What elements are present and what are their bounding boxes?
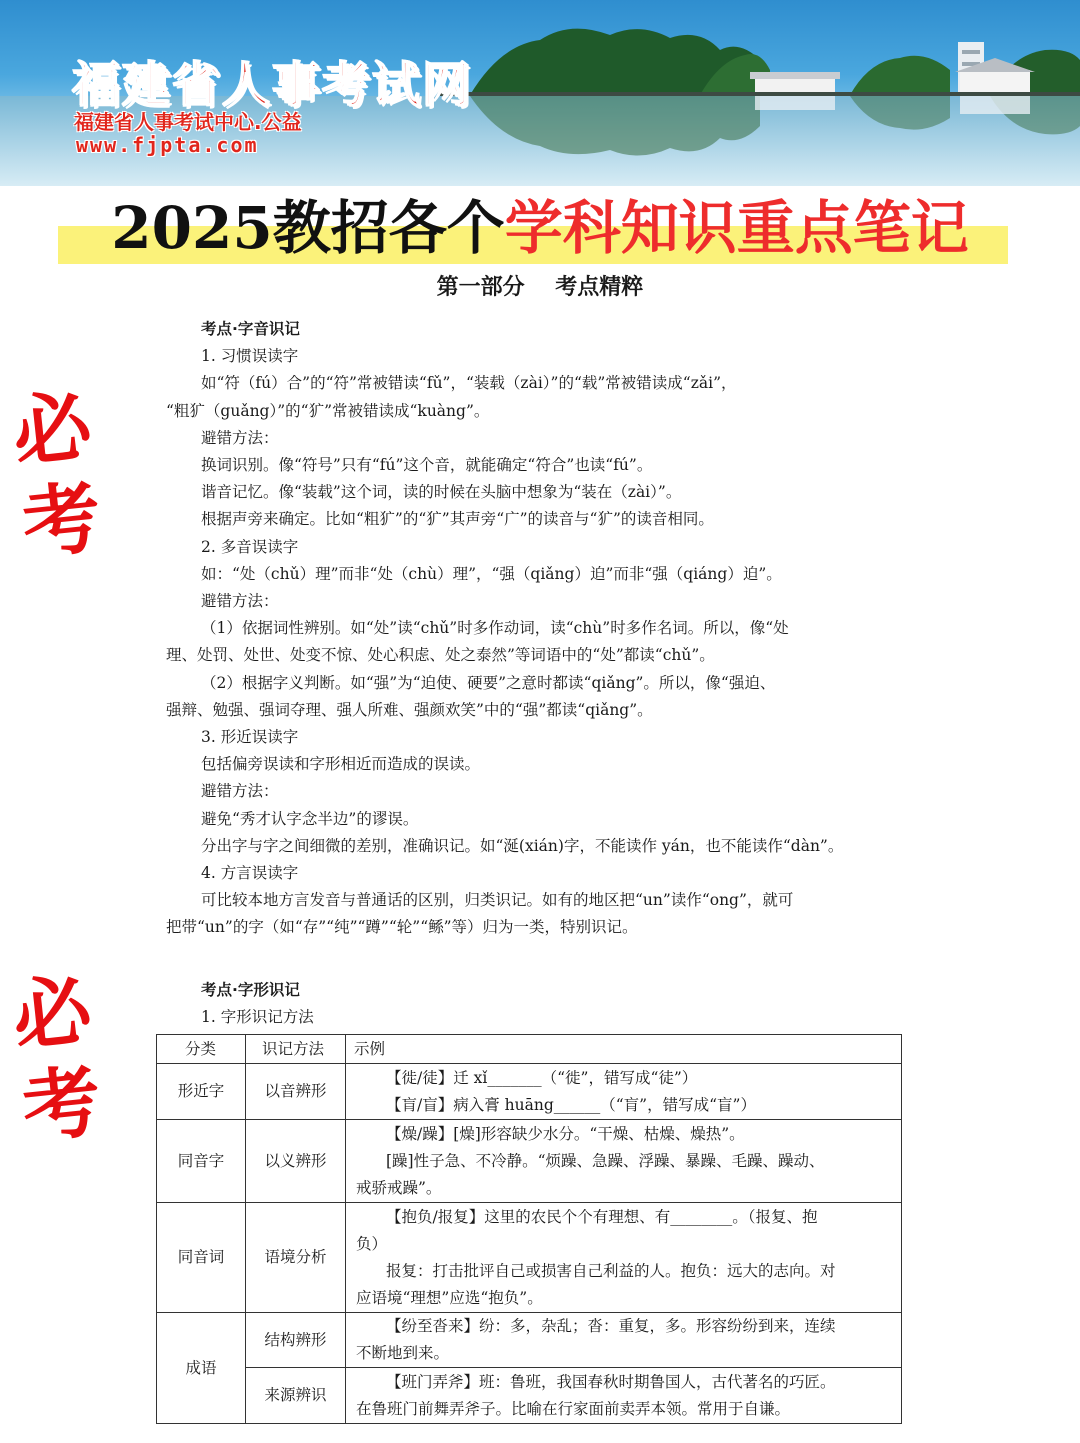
paragraph: 如“符（fú）合”的“符”常被错读“fǔ”，“装载（zài）”的“载”常被错读成“zǎi”， (201, 374, 737, 393)
table-row (157, 1120, 902, 1203)
paragraph: 避免“秀才认字念半边”的谬误。 (201, 809, 419, 828)
site-url: www.fjpta.com (76, 133, 259, 157)
example-cell (346, 1064, 902, 1120)
method-cell: 语境分析 (246, 1203, 346, 1313)
site-subtitle: 福建省人事考试中心.公益 (74, 110, 302, 134)
section-heading: 考点·字音识记 (201, 320, 300, 338)
paragraph: （1）依据词性辨别。如“处”读“chǔ”时多作动词，读“chù”时多作名词。所以，像“处 (201, 619, 789, 638)
part-title: 第一部分 考点精粹 (436, 275, 644, 300)
glyph-method-table (156, 1034, 902, 1424)
example-line: 【徙/徒】迁 xǐ_______（“徙”，错写成“徒”） (386, 1068, 698, 1087)
site-banner (0, 0, 1080, 186)
paragraph: 如：“处（chǔ）理”而非“处（chù）理”，“强（qiǎng）迫”而非“强（qiáng）迫”。 (201, 564, 782, 583)
paragraph: 把带“un”的字（如“存”“纯”“蹲”“轮”“鲧”等）归为一类，特别识记。 (166, 918, 638, 937)
paragraph: 理、处罚、处世、处变不惊、处心积虑、处之泰然”等词语中的“处”都读“chǔ”。 (166, 646, 715, 665)
must-test-stamp (3, 964, 112, 1156)
category-cell: 形近字 (157, 1064, 246, 1120)
paragraph: 强辩、勉强、强词夺理、强人所难、强颜欢笑”中的“强”都读“qiǎng”。 (166, 700, 653, 719)
category-cell: 成语 (157, 1313, 246, 1424)
headline-text (111, 192, 968, 264)
section-glyph (166, 977, 906, 1031)
category-cell: 同音词 (157, 1203, 246, 1313)
headline-year-part: 2025教招各个 (111, 194, 505, 262)
example-line: 在鲁班门前舞弄斧子。比喻在行家面前卖弄本领。常用于自谦。 (356, 1399, 791, 1418)
paragraph: 避错方法： (201, 782, 279, 801)
column-header: 示例 (346, 1035, 902, 1064)
example-line: 【班门弄斧】班：鲁班，我国春秋时期鲁国人，古代著名的巧匠。 (386, 1372, 836, 1391)
example-line: 【肓/盲】病入膏 huāng______（“肓”，错写成“盲”） (386, 1095, 756, 1114)
example-line: 负） (356, 1234, 388, 1253)
table-row (157, 1203, 902, 1313)
example-line: 【燥/躁】[燥]形容缺少水分。“干燥、枯燥、燥热”。 (386, 1124, 745, 1143)
site-name: 福建省人事考试网 (72, 57, 473, 113)
column-header: 识记方法 (246, 1035, 346, 1064)
paragraph: 换词识别。像“符号”只有“fú”这个音，就能确定“符合”也读“fú”。 (201, 456, 653, 475)
stamp-char: 必 (8, 964, 96, 1064)
stamp-char: 考 (18, 1055, 106, 1155)
table-row (157, 1064, 902, 1120)
paragraph: 避错方法： (201, 592, 279, 611)
example-cell (346, 1368, 902, 1424)
method-cell: 以音辨形 (246, 1064, 346, 1120)
method-cell: 结构辨形 (246, 1313, 346, 1368)
example-line: 不断地到来。 (356, 1344, 450, 1362)
paragraph: 根据声旁来确定。比如“粗犷”的“犷”其声旁“广”的读音与“犷”的读音相同。 (201, 510, 714, 529)
section-pronunciation (166, 316, 906, 942)
paragraph: （2）根据字义判断。如“强”为“迫使、硬要”之意时都读“qiǎng”。所以，像“强迫、 (201, 673, 776, 692)
example-line: [躁]性子急、不冷静。“烦躁、急躁、浮躁、暴躁、毛躁、躁动、 (386, 1151, 825, 1170)
table-header-row (157, 1035, 902, 1064)
table-row (157, 1368, 902, 1424)
example-line: 应语境“理想”应选“抱负”。 (356, 1288, 543, 1307)
paragraph: 2. 多音误读字 (201, 537, 299, 556)
method-cell: 以义辨形 (246, 1120, 346, 1203)
paragraph: 分出字与字之间细微的差别，准确识记。如“涎(xián)字，不能读作 yán，也不能读作“dàn”。 (201, 836, 844, 855)
example-cell (346, 1313, 902, 1368)
section-heading: 考点·字形识记 (201, 981, 300, 999)
table-row (157, 1313, 902, 1368)
example-line: 报复：打击批评自己或损害自己利益的人。抱负：远大的志向。对 (386, 1261, 836, 1280)
headline-subject-part: 学科知识重点笔记 (504, 194, 969, 262)
paragraph: 1. 习惯误读字 (201, 347, 299, 366)
must-test-stamp (3, 380, 112, 572)
example-line: 【抱负/报复】这里的农民个个有理想、有________。（报复、抱 (386, 1207, 818, 1226)
headline (0, 188, 1080, 270)
stamp-char: 考 (18, 471, 106, 571)
paragraph: 避错方法： (201, 428, 279, 447)
paragraph: “粗犷（guǎng）”的“犷”常被错读成“kuàng”。 (166, 401, 490, 420)
example-line: 【纷至沓来】纷：多，杂乱；沓：重复，多。形容纷纷到来，连续 (386, 1317, 836, 1335)
example-cell (346, 1203, 902, 1313)
paragraph: 4. 方言误读字 (201, 864, 299, 883)
column-header: 分类 (157, 1035, 246, 1064)
stamp-char: 必 (8, 380, 96, 480)
paragraph: 3. 形近误读字 (201, 728, 299, 747)
paragraph: 包括偏旁误读和字形相近而造成的误读。 (201, 755, 481, 774)
paragraph: 谐音记忆。像“装载”这个词，读的时候在头脑中想象为“装在（zài）”。 (201, 483, 682, 502)
method-cell: 来源辨识 (246, 1368, 346, 1424)
paragraph: 可比较本地方言发音与普通话的区别，归类识记。如有的地区把“un”读作“ong”，就可 (201, 891, 794, 910)
example-line: 戒骄戒躁”。 (356, 1178, 442, 1197)
category-cell: 同音字 (157, 1120, 246, 1203)
example-cell (346, 1120, 902, 1203)
paragraph: 1. 字形识记方法 (201, 1008, 314, 1027)
